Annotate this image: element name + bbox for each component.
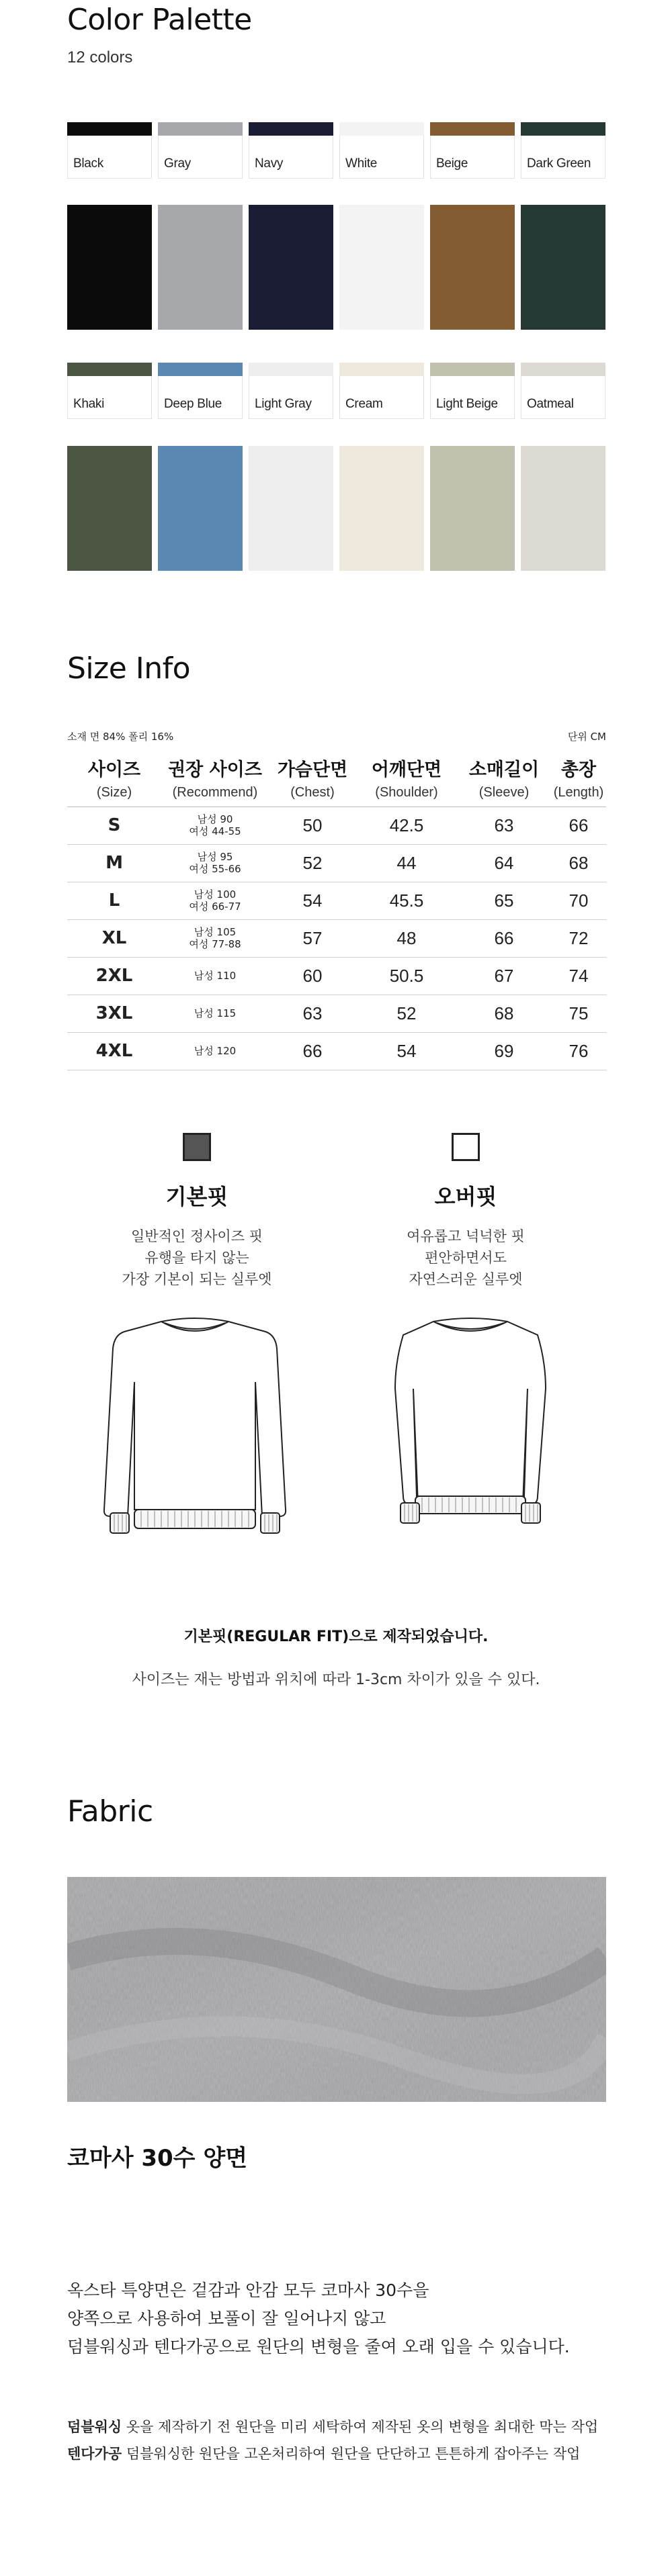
table-cell — [161, 844, 269, 882]
desc-line: 덤블워싱과 텐다가공으로 원단의 변형을 줄여 오래 입을 수 있습니다. — [67, 2337, 570, 2356]
fabric-definitions — [67, 2413, 598, 2467]
swatch-color-bar — [249, 363, 333, 376]
table-row — [67, 882, 606, 919]
swatch-large-sample — [158, 205, 243, 330]
recommend-line: 남성 110 — [194, 970, 237, 982]
column-header-sub: (Length) — [551, 782, 606, 807]
column-header-sub: (Sleeve) — [457, 782, 551, 807]
table-cell — [161, 919, 269, 957]
color-swatch[interactable] — [158, 122, 243, 179]
swatch-label: Oatmeal — [527, 397, 574, 411]
color-swatch[interactable] — [249, 363, 333, 419]
swatch-large-sample — [339, 205, 424, 330]
swatch-large-sample — [430, 446, 515, 571]
table-cell: 42.5 — [356, 807, 457, 844]
over-fit-block — [365, 1133, 566, 1290]
recommend-line: 여성 66-77 — [189, 901, 241, 913]
definition-tenter-processing — [67, 2440, 598, 2467]
table-cell: 72 — [551, 919, 606, 957]
swatch-large-sample — [67, 205, 152, 330]
table-cell: 75 — [551, 995, 606, 1032]
table-cell: 63 — [269, 995, 356, 1032]
swatch-large-sample — [521, 205, 605, 330]
table-row — [67, 844, 606, 882]
table-cell: 63 — [457, 807, 551, 844]
table-cell: 65 — [457, 882, 551, 919]
swatch-label-box — [521, 136, 605, 179]
color-swatch[interactable] — [67, 363, 152, 419]
swatch-label-box — [521, 376, 605, 419]
color-palette-title: Color Palette — [67, 3, 252, 37]
regular-fit-block — [96, 1133, 298, 1290]
column-header: 소매길이 — [468, 760, 540, 780]
fabric-description — [67, 2276, 570, 2361]
table-cell: 74 — [551, 957, 606, 995]
desc-line: 가장 기본이 되는 실루엣 — [122, 1271, 272, 1287]
table-cell: L — [67, 882, 161, 919]
swatch-large-sample — [521, 446, 605, 571]
made-with-text: 기본핏(REGULAR FIT)으로 제작되었습니다. — [183, 1628, 489, 1645]
swatch-label: Deep Blue — [164, 397, 222, 411]
swatch-label: Navy — [255, 156, 284, 171]
column-header: 사이즈 — [87, 760, 141, 780]
size-note-text: 사이즈는 재는 방법과 위치에 따라 1-3cm 차이가 있을 수 있다. — [132, 1671, 540, 1688]
swatch-label: Black — [73, 156, 103, 171]
table-cell: 66 — [551, 807, 606, 844]
swatch-color-bar — [521, 363, 605, 376]
swatch-label: Light Gray — [255, 397, 312, 411]
recommend-line: 남성 95 — [197, 851, 233, 863]
swatch-label-box — [339, 376, 424, 419]
table-cell: 3XL — [67, 995, 161, 1032]
column-header-sub: (Recommend) — [161, 782, 269, 807]
swatch-label: Khaki — [73, 397, 105, 411]
definition: 옷을 제작하기 전 원단을 미리 세탁하여 제작된 옷의 변형을 최대한 막는 작업 — [126, 2419, 599, 2435]
table-cell: 54 — [269, 882, 356, 919]
table-row — [67, 995, 606, 1032]
recommend-line: 여성 44-55 — [189, 825, 241, 837]
color-swatch[interactable] — [339, 122, 424, 179]
recommend-line: 여성 77-88 — [189, 938, 241, 950]
color-swatch[interactable] — [430, 363, 515, 419]
table-cell: 68 — [457, 995, 551, 1032]
swatch-label-box — [430, 136, 515, 179]
table-cell: 66 — [457, 919, 551, 957]
fabric-texture-image — [67, 1877, 606, 2102]
swatch-color-bar — [67, 363, 152, 376]
swatch-color-bar — [158, 122, 243, 136]
color-swatch[interactable] — [249, 122, 333, 179]
over-fit-desc — [365, 1226, 566, 1290]
swatch-label-box — [67, 376, 152, 419]
recommend-line: 남성 120 — [194, 1045, 237, 1057]
swatch-color-bar — [339, 122, 424, 136]
column-header-sub: (Shoulder) — [356, 782, 457, 807]
color-swatch[interactable] — [339, 363, 424, 419]
regular-fit-desc — [96, 1226, 298, 1290]
color-swatch[interactable] — [158, 363, 243, 419]
table-cell — [161, 957, 269, 995]
table-cell: 45.5 — [356, 882, 457, 919]
color-swatch[interactable] — [67, 122, 152, 179]
table-cell: 68 — [551, 844, 606, 882]
regular-fit-swatch — [183, 1133, 211, 1161]
swatch-label: Cream — [345, 397, 383, 411]
table-cell: 76 — [551, 1032, 606, 1070]
swatch-large-sample — [249, 446, 333, 571]
desc-line: 편안하면서도 — [425, 1250, 507, 1266]
term: 텐다가공 — [67, 2446, 122, 2462]
swatch-color-bar — [67, 122, 152, 136]
column-header: 권장 사이즈 — [168, 760, 262, 780]
table-row — [67, 919, 606, 957]
table-row — [67, 807, 606, 844]
definition: 덤블워싱한 원단을 고온처리하여 원단을 단단하고 튼튼하게 잡아주는 작업 — [126, 2446, 581, 2462]
table-cell — [161, 807, 269, 844]
table-cell: 52 — [356, 995, 457, 1032]
swatch-large-sample — [158, 446, 243, 571]
table-cell: 52 — [269, 844, 356, 882]
color-swatch[interactable] — [521, 363, 605, 419]
material-text: 소재 면 84% 폴리 16% — [67, 731, 174, 743]
desc-line: 자연스러운 실루엣 — [409, 1271, 523, 1287]
swatch-large-sample — [249, 205, 333, 330]
table-cell: 60 — [269, 957, 356, 995]
recommend-line: 남성 90 — [197, 813, 233, 825]
swatch-color-bar — [339, 363, 424, 376]
swatch-row — [67, 363, 606, 419]
desc-line: 유행을 타지 않는 — [144, 1250, 249, 1266]
recommend-line: 남성 105 — [194, 926, 237, 938]
column-header-sub: (Chest) — [269, 782, 356, 807]
definition-tumble-washing — [67, 2413, 598, 2440]
size-info-title: Size Info — [67, 651, 191, 686]
column-header: 총장 — [560, 760, 597, 780]
column-header: 어깨단면 — [371, 760, 442, 780]
swatch-color-bar — [430, 363, 515, 376]
table-cell — [161, 1032, 269, 1070]
swatch-color-bar — [521, 122, 605, 136]
over-fit-name: 오버핏 — [434, 1184, 497, 1209]
table-cell: 66 — [269, 1032, 356, 1070]
swatch-label: White — [345, 156, 378, 171]
table-cell: 67 — [457, 957, 551, 995]
swatch-label-box — [430, 376, 515, 419]
swatch-label-box — [249, 136, 333, 179]
table-cell: 48 — [356, 919, 457, 957]
table-cell — [161, 995, 269, 1032]
table-cell: 4XL — [67, 1032, 161, 1070]
recommend-line: 남성 100 — [194, 888, 237, 901]
swatch-color-bar — [430, 122, 515, 136]
desc-line: 양쪽으로 사용하여 보풀이 잘 일어나지 않고 — [67, 2309, 386, 2328]
swatch-large-sample — [430, 205, 515, 330]
swatch-row — [67, 122, 606, 179]
swatch-color-bar — [249, 122, 333, 136]
term: 덤블워싱 — [67, 2419, 122, 2435]
color-swatch[interactable] — [430, 122, 515, 179]
fabric-title: Fabric — [67, 1794, 153, 1829]
column-header: 가슴단면 — [277, 760, 348, 780]
regular-fit-name: 기본핏 — [165, 1184, 228, 1209]
swatch-large-sample — [339, 446, 424, 571]
swatch-label-box — [249, 376, 333, 419]
fabric-name: 코마사 30수 양면 — [67, 2145, 248, 2172]
desc-line: 일반적인 정사이즈 핏 — [131, 1228, 263, 1244]
table-cell: 57 — [269, 919, 356, 957]
table-cell — [161, 882, 269, 919]
table-cell: 50 — [269, 807, 356, 844]
recommend-line: 여성 55-66 — [189, 863, 241, 875]
table-cell: 2XL — [67, 957, 161, 995]
size-table — [67, 750, 606, 1070]
regular-sweatshirt-illustration — [94, 1308, 296, 1557]
swatch-label: Gray — [164, 156, 191, 171]
table-cell: 50.5 — [356, 957, 457, 995]
color-swatch[interactable] — [521, 122, 605, 179]
table-row — [67, 957, 606, 995]
swatch-label-box — [158, 136, 243, 179]
table-cell: M — [67, 844, 161, 882]
desc-line: 옥스타 특양면은 겉감과 안감 모두 코마사 30수을 — [67, 2281, 429, 2300]
table-cell: 44 — [356, 844, 457, 882]
table-cell: S — [67, 807, 161, 844]
swatch-label-box — [158, 376, 243, 419]
over-sweatshirt-illustration — [370, 1308, 571, 1557]
column-header-sub: (Size) — [67, 782, 161, 807]
swatch-label-box — [67, 136, 152, 179]
table-cell: 70 — [551, 882, 606, 919]
swatch-label-box — [339, 136, 424, 179]
swatch-large-sample — [67, 446, 152, 571]
desc-line: 여유롭고 넉넉한 핏 — [407, 1228, 525, 1244]
recommend-line: 남성 115 — [194, 1007, 237, 1019]
swatch-label: Dark Green — [527, 156, 591, 171]
table-cell: 69 — [457, 1032, 551, 1070]
swatch-label: Light Beige — [436, 397, 498, 411]
table-row — [67, 1032, 606, 1070]
table-cell: 54 — [356, 1032, 457, 1070]
swatch-label: Beige — [436, 156, 468, 171]
table-cell: 64 — [457, 844, 551, 882]
color-count: 12 colors — [67, 48, 133, 66]
unit-text: 단위 CM — [567, 731, 606, 743]
table-cell: XL — [67, 919, 161, 957]
over-fit-swatch — [452, 1133, 480, 1161]
swatch-color-bar — [158, 363, 243, 376]
